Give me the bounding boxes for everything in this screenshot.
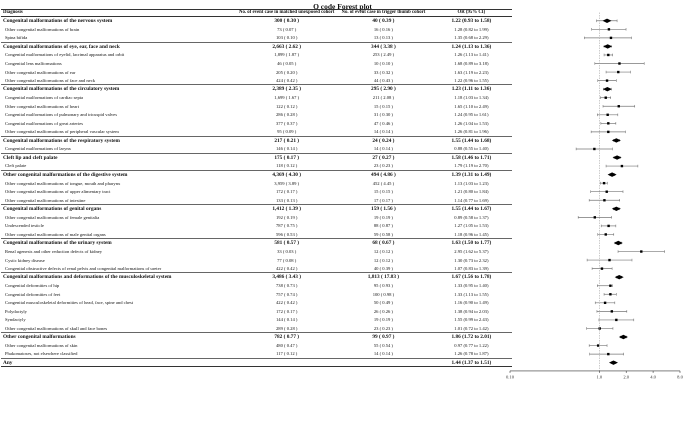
matched-cell: 118 ( 0.12 ) (276, 163, 298, 169)
point-estimate (604, 302, 606, 304)
trigger-cell: 1,813 ( 17.83 ) (336, 273, 430, 282)
trigger-cell: 99 ( 0.97 ) (336, 333, 430, 342)
or-cell: 1.55 (0.99 to 2.43) (454, 317, 489, 323)
or-cell: 1.33 (0.95 to 1.40) (454, 283, 489, 289)
or-cell: 1.22 (0.96 to 1.55) (454, 77, 489, 83)
point-estimate (599, 327, 601, 329)
summary-diamond (619, 335, 628, 339)
point-estimate (618, 62, 620, 64)
diagnosis-cell: Other congenital malformations of heart (5, 103, 79, 109)
matched-cell: 175 ( 0.17 ) (237, 153, 336, 162)
or-cell: 1.63 (1.50 to 1.77) (430, 239, 512, 248)
or-cell: 1.14 (0.77 to 1.69) (454, 197, 489, 203)
point-estimate (605, 233, 607, 235)
trigger-cell: 50 ( 0.49 ) (373, 300, 393, 306)
point-estimate (607, 225, 609, 227)
matched-cell: 46 ( 0.05 ) (277, 61, 297, 66)
point-estimate (607, 131, 609, 133)
trigger-cell: 15 ( 0.15 ) (373, 189, 393, 195)
matched-cell: 192 ( 0.19 ) (275, 214, 298, 220)
diagnosis-cell: Other congenital malformations of male genital organs (5, 231, 106, 237)
point-estimate (640, 250, 642, 252)
matched-cell: 2,389 ( 2.35 ) (237, 85, 336, 94)
header-trigger: No. of event case in trigger thumb cohort (336, 10, 430, 17)
point-estimate (618, 105, 620, 107)
point-estimate (607, 353, 609, 355)
trigger-cell: 452 ( 4.45 ) (372, 180, 395, 186)
diagnosis-cell: Congenital obstructive defects of renal pelvis and congenital malformations of ureter (5, 265, 162, 271)
point-estimate (615, 319, 617, 321)
matched-cell: 172 ( 0.17 ) (275, 189, 298, 195)
or-cell: 1.13 (1.03 to 1.23) (454, 180, 489, 186)
diagnosis-cell: Congenital malformations of the nervous system (1, 17, 237, 26)
diagnosis-cell: Other congenital malformations of ear (5, 69, 76, 75)
trigger-cell: 23 ( 0.23 ) (373, 325, 393, 331)
trigger-cell: 88 ( 0.87 ) (373, 223, 393, 229)
trigger-cell: 14 ( 0.14 ) (373, 351, 393, 357)
matched-cell: 738 ( 0.73 ) (275, 283, 298, 289)
trigger-cell: 40 ( 0.39 ) (336, 17, 430, 26)
matched-cell: 377 ( 0.37 ) (275, 120, 298, 126)
trigger-cell: 19 ( 0.19 ) (373, 214, 393, 220)
point-estimate (606, 191, 608, 193)
or-cell: 1.23 (1.11 to 1.36) (430, 85, 512, 94)
point-estimate (601, 267, 603, 269)
diagnosis-cell: Congenital deformities of hip (5, 283, 60, 289)
or-cell: 1.01 (0.72 to 1.42) (454, 325, 489, 331)
diagnosis-cell: Spina bifida (5, 35, 28, 41)
x-tick-label: 4.0 (650, 374, 656, 380)
matched-cell: 1,412 ( 1.39 ) (237, 205, 336, 214)
or-cell: 0.88 (0.55 to 1.40) (454, 146, 489, 152)
diagnosis-cell: Congenital malformations of eyelid, lacrimal apparatus and orbit (5, 52, 125, 58)
matched-cell: 146 ( 0.14 ) (275, 146, 298, 152)
or-cell: 1.68 (0.89 to 3.18) (454, 61, 489, 66)
trigger-cell: 55 ( 0.54 ) (373, 343, 393, 349)
diagnosis-cell: Other congenital malformations of peripheral vascular system (5, 129, 119, 135)
diagnosis-cell: Congenital malformations of the urinary system (1, 239, 237, 248)
x-tick-label: 8.0 (677, 374, 683, 380)
or-cell: 1.55 (1.44 to 1.67) (430, 205, 512, 214)
matched-cell: 757 ( 0.74 ) (275, 291, 298, 297)
or-cell: 0.97 (0.77 to 1.22) (454, 343, 489, 349)
point-estimate (611, 310, 613, 312)
trigger-cell: 344 ( 3.38 ) (336, 42, 430, 51)
or-cell: 1.26 (0.81 to 1.96) (454, 129, 489, 135)
summary-diamond (608, 172, 617, 176)
summary-diamond (609, 360, 618, 364)
matched-cell: 172 ( 0.17 ) (275, 308, 298, 314)
trigger-cell: 211 ( 2.08 ) (372, 95, 395, 101)
point-estimate (617, 71, 619, 73)
point-estimate (597, 344, 599, 346)
matched-cell: 2,663 ( 2.62 ) (237, 42, 336, 51)
trigger-cell: 23 ( 0.23 ) (373, 163, 393, 169)
trigger-cell: 47 ( 0.46 ) (373, 120, 393, 126)
diagnosis-cell: Renal agenesis and other reduction defects of kidney (5, 249, 103, 255)
summary-diamond (612, 138, 621, 142)
trigger-cell: 13 ( 0.13 ) (373, 35, 393, 41)
diagnosis-cell: Other congenital malformations of the digestive system (1, 170, 237, 179)
trigger-cell: 26 ( 0.26 ) (373, 308, 393, 314)
summary-diamond (603, 19, 612, 23)
trigger-cell: 14 ( 0.14 ) (373, 146, 393, 152)
trigger-cell: 40 ( 0.39 ) (373, 265, 393, 271)
or-cell: 1.24 (0.95 to 1.61) (454, 112, 489, 118)
or-cell: 1.16 (0.90 to 1.49) (454, 300, 489, 306)
or-cell: 1.26 (1.13 to 1.41) (454, 52, 489, 58)
matched-cell: 3,959 ( 3.89 ) (274, 180, 300, 186)
diagnosis-cell: Congenital malformations of the respiratory system (1, 136, 237, 145)
matched-cell: 1,699 ( 1.67 ) (274, 95, 300, 101)
x-tick-label: 2.0 (623, 374, 630, 380)
matched-cell: 581 ( 0.57 ) (237, 239, 336, 248)
matched-cell: 117 ( 0.12 ) (276, 351, 298, 357)
trigger-cell: 17 ( 0.17 ) (373, 197, 393, 203)
matched-cell: 289 ( 0.28 ) (275, 325, 298, 331)
chart-title: Q code Forest plot (313, 2, 372, 11)
or-cell: 0.89 (0.58 to 1.37) (454, 214, 489, 220)
matched-cell: 787 ( 0.75 ) (275, 223, 298, 229)
diagnosis-cell: Cystic kidney disease (5, 257, 45, 263)
matched-cell: 4,369 ( 4.30 ) (237, 170, 336, 179)
or-cell: 1.67 (1.56 to 1.78) (430, 273, 512, 282)
point-estimate (608, 259, 610, 261)
diagnosis-cell: Phakomatoses, not elsewhere classified (5, 351, 78, 357)
or-cell: 1.44 (1.37 to 1.51) (430, 358, 512, 367)
or-cell: 1.30 (0.73 to 2.32) (454, 257, 489, 263)
matched-cell: 217 ( 0.21 ) (237, 136, 336, 145)
or-cell: 1.27 (1.05 to 1.53) (454, 223, 489, 229)
point-estimate (593, 148, 595, 150)
diagnosis-cell: Congenital malformations of larynx (5, 146, 71, 152)
diagnosis-cell: Congenital malformations of eye, ear, face and neck (1, 42, 237, 51)
diagnosis-cell: Congenital musculoskeletal deformities of head, face, spine and chest (5, 300, 134, 306)
matched-cell: 596 ( 0.53 ) (275, 231, 298, 237)
matched-cell: 422 ( 0.42 ) (275, 265, 298, 271)
or-cell: 2.95 (1.62 to 5.37) (454, 249, 489, 255)
matched-cell: 33 ( 0.03 ) (277, 249, 297, 255)
or-cell: 1.65 (1.10 to 2.49) (454, 103, 489, 109)
header-or: OR (95% CI) (430, 10, 512, 17)
point-estimate (621, 165, 623, 167)
trigger-cell: 12 ( 0.12 ) (373, 249, 393, 255)
trigger-cell: 494 ( 4.86 ) (336, 170, 430, 179)
matched-cell: 300 ( 0.30 ) (237, 17, 336, 26)
point-estimate (594, 216, 596, 218)
or-cell: 1.79 (1.19 to 2.70) (454, 163, 489, 169)
diagnosis-cell: Undescended testicle (5, 223, 44, 229)
diagnosis-cell: Congenital malformations of the circulatory system (1, 85, 237, 94)
point-estimate (606, 79, 608, 81)
point-estimate (609, 285, 611, 287)
matched-cell: 480 ( 0.47 ) (275, 343, 298, 349)
matched-cell: 144 ( 0.14 ) (275, 317, 298, 323)
matched-cell: 422 ( 0.42 ) (275, 300, 298, 306)
diagnosis-cell: Congenital malformations of pulmonary and tricuspid valves (5, 112, 118, 118)
summary-diamond (612, 207, 621, 211)
summary-diamond (614, 241, 623, 245)
diagnosis-cell: Congenital malformations of genital organs (1, 205, 237, 214)
diagnosis-cell: Cleft palate (5, 163, 27, 169)
matched-cell: 133 ( 0.13 ) (275, 197, 298, 203)
diagnosis-cell: Other congenital malformations of brain (5, 26, 80, 32)
matched-cell: 205 ( 0.20 ) (275, 69, 298, 75)
or-cell: 1.18 (0.96 to 1.45) (454, 231, 489, 237)
point-estimate (603, 182, 605, 184)
trigger-cell: 10 ( 0.10 ) (373, 61, 393, 66)
point-estimate (607, 54, 609, 56)
matched-cell: 73 ( 0.07 ) (277, 26, 297, 32)
trigger-cell: 44 ( 0.43 ) (373, 77, 393, 83)
trigger-cell: 16 ( 0.16 ) (373, 26, 393, 32)
diagnosis-cell: Congenital malformations and deformations of the musculoskeletal system (1, 273, 237, 282)
diagnosis-cell: Congenital malformations of cardiac septa (5, 95, 84, 101)
or-cell: 1.33 (1.13 to 1.55) (454, 291, 489, 297)
or-cell: 1.28 (0.82 to 1.99) (454, 26, 489, 32)
or-cell: 1.18 (1.03 to 1.34) (454, 95, 489, 101)
diagnosis-cell: Other congenital malformations of face and neck (5, 77, 96, 83)
matched-cell: 1,899 ( 1.87 ) (274, 52, 300, 58)
or-cell: 1.86 (1.72 to 2.01) (430, 333, 512, 342)
x-tick-label: 0.10 (505, 374, 515, 380)
point-estimate (609, 293, 611, 295)
point-estimate (603, 199, 605, 201)
or-cell: 1.26 (1.04 to 1.53) (454, 120, 489, 126)
point-estimate (605, 96, 607, 98)
diagnosis-cell: Other congenital malformations of skin (5, 343, 78, 349)
or-cell: 1.39 (1.31 to 1.49) (430, 170, 512, 179)
trigger-cell: 253 ( 2.49 ) (372, 52, 395, 58)
x-tick-label: 1.0 (596, 374, 603, 380)
summary-diamond (603, 87, 612, 91)
diagnosis-cell: Any (1, 358, 237, 367)
diagnosis-cell: Cleft lip and cleft palate (1, 153, 237, 162)
header-matched: No. of event case in matched unexposed cohort (239, 10, 335, 15)
diagnosis-cell: Other congenital malformations of tongue, mouth and pharynx (5, 180, 121, 186)
matched-cell: 122 ( 0.12 ) (275, 103, 298, 109)
trigger-cell: 68 ( 0.67 ) (336, 239, 430, 248)
trigger-cell: 295 ( 2.90 ) (336, 85, 430, 94)
point-estimate (606, 114, 608, 116)
diagnosis-cell: Congenital malformations of great arteries (5, 120, 84, 126)
trigger-cell: 33 ( 0.32 ) (373, 69, 393, 75)
trigger-cell: 31 ( 0.30 ) (373, 112, 393, 118)
diagnosis-cell: Other congenital malformations of upper alimentary tract (5, 189, 111, 195)
diagnosis-cell: Polydactyly (5, 308, 27, 314)
matched-cell: 424 ( 0.42 ) (275, 77, 298, 83)
matched-cell: 782 ( 0.77 ) (237, 333, 336, 342)
diagnosis-cell: Congenital deformities of feet (5, 291, 61, 297)
or-cell: 1.21 (0.80 to 1.84) (454, 189, 489, 195)
diagnosis-cell: Syndactyly (5, 317, 26, 323)
diagnosis-cell: Other congenital malformations (1, 333, 237, 342)
diagnosis-cell: Other congenital malformations of skull and face bones (5, 325, 108, 331)
or-cell: 1.35 (0.68 to 2.29) (454, 35, 489, 41)
or-cell: 1.55 (1.44 to 1.68) (430, 136, 512, 145)
matched-cell: 3,486 ( 3.43 ) (237, 273, 336, 282)
diagnosis-cell: Congenital lens malformations (5, 61, 62, 66)
trigger-cell: 59 ( 0.58 ) (373, 231, 393, 237)
point-estimate (610, 37, 612, 39)
header-diagnosis: Diagnosis (1, 10, 237, 17)
or-cell: 1.07 (0.83 to 1.39) (454, 265, 489, 271)
summary-diamond (603, 44, 612, 48)
trigger-cell: 95 ( 0.93 ) (373, 283, 393, 289)
or-cell: 1.26 (0.78 to 1.87) (454, 351, 489, 357)
trigger-cell: 100 ( 0.98 ) (372, 291, 395, 297)
trigger-cell: 159 ( 1.56 ) (336, 205, 430, 214)
diagnosis-cell: Other congenital malformations of female genitalia (5, 214, 100, 220)
matched-cell: 77 ( 0.08 ) (277, 257, 297, 263)
matched-cell: 103 ( 0.10 ) (275, 35, 298, 41)
or-cell: 1.63 (1.19 to 2.23) (454, 69, 489, 75)
summary-diamond (615, 275, 624, 279)
or-cell: 1.24 (1.13 to 1.36) (430, 42, 512, 51)
matched-cell: 95 ( 0.09 ) (277, 129, 297, 135)
trigger-cell: 19 ( 0.19 ) (373, 317, 393, 323)
summary-diamond (613, 155, 622, 159)
diagnosis-cell: Other congenital malformations of intestine (5, 197, 86, 203)
trigger-cell: 12 ( 0.12 ) (373, 257, 393, 263)
or-cell: 1.22 (0.93 to 1.58) (430, 17, 512, 26)
trigger-cell: 24 ( 0.24 ) (336, 136, 430, 145)
point-estimate (608, 28, 610, 30)
matched-cell: 286 ( 0.28 ) (275, 112, 298, 118)
or-cell: 1.38 (0.94 to 2.03) (454, 308, 489, 314)
trigger-cell: 27 ( 0.27 ) (336, 153, 430, 162)
or-cell: 1.58 (1.46 to 1.71) (430, 153, 512, 162)
point-estimate (607, 122, 609, 124)
trigger-cell: 14 ( 0.14 ) (373, 129, 393, 135)
trigger-cell: 15 ( 0.15 ) (373, 103, 393, 109)
